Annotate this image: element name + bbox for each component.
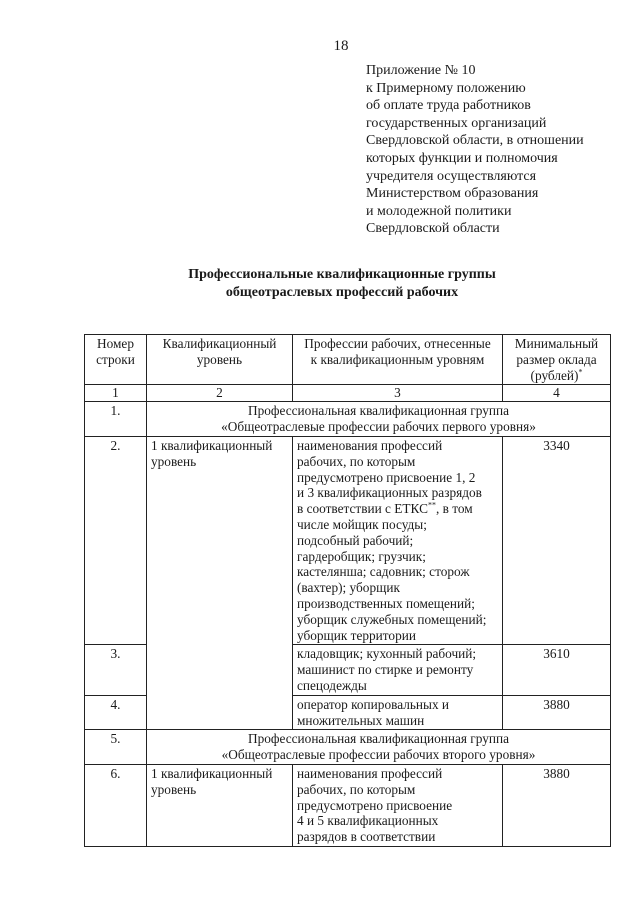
column-number-row <box>85 385 611 402</box>
row-number: 5. <box>85 730 147 765</box>
appendix-line: Свердловской области <box>366 221 500 237</box>
header-row-number: Номер строки <box>85 335 147 385</box>
appendix-line: Приложение № 10 <box>366 63 476 78</box>
profession-list: наименования профессий рабочих, по которым предусмотрено присвоение 4 и 5 квалификационных разрядов в соответствии <box>293 764 503 846</box>
document-title <box>90 266 594 302</box>
appendix-line: государственных организаций <box>366 115 547 131</box>
appendix-line: Свердловской области, в отношении <box>366 133 584 149</box>
appendix-line: к Примерному положению <box>366 80 526 96</box>
appendix-line: учредителя осуществляются <box>366 168 537 184</box>
qualification-table <box>84 334 611 847</box>
appendix-line: Министерством образования <box>366 186 539 202</box>
row-number: 2. <box>85 436 147 644</box>
footnote-mark: ** <box>427 500 436 510</box>
column-number: 1 <box>85 385 147 402</box>
appendix-block <box>366 62 584 238</box>
table-header-row <box>85 335 611 385</box>
group-heading: Профессиональная квалификационная группа «Общеотраслевые профессии рабочих первого уровня» <box>147 402 611 437</box>
row-number: 4. <box>85 695 147 730</box>
salary-value: 3610 <box>503 645 611 695</box>
table-row <box>85 730 611 765</box>
row-number: 6. <box>85 764 147 846</box>
appendix-line: которых функции и полномочия <box>366 150 558 166</box>
title-line: Профессиональные квалификационные группы <box>188 267 496 282</box>
table-row <box>85 436 611 644</box>
row-number: 3. <box>85 645 147 695</box>
header-qualification-level: Квалификационный уровень <box>147 335 293 385</box>
salary-value: 3340 <box>503 436 611 644</box>
header-min-salary: Минимальный размер оклада (рублей)* <box>503 335 611 385</box>
salary-value: 3880 <box>503 695 611 730</box>
table-row <box>85 402 611 437</box>
appendix-line: и молодежной политики <box>366 203 512 219</box>
salary-value: 3880 <box>503 764 611 846</box>
appendix-line: об оплате труда работников <box>366 98 531 114</box>
column-number: 4 <box>503 385 611 402</box>
qualification-level: 1 квалификационный уровень <box>147 436 293 729</box>
footnote-mark: * <box>578 367 583 377</box>
header-professions: Профессии рабочих, отнесенные к квалификационным уровням <box>293 335 503 385</box>
row-number: 1. <box>85 402 147 437</box>
column-number: 2 <box>147 385 293 402</box>
group-heading: Профессиональная квалификационная группа «Общеотраслевые профессии рабочих второго уровня» <box>147 730 611 765</box>
profession-list: кладовщик; кухонный рабочий; машинист по стирке и ремонту спецодежды <box>293 645 503 695</box>
column-number: 3 <box>293 385 503 402</box>
table-row <box>85 764 611 846</box>
profession-list: наименования профессий рабочих, по которым предусмотрено присвоение 1, 2 и 3 квалификационных разрядов в соответствии с ЕТКС**, в том числе мойщик посуды; подсобный рабочий; гардеробщик; грузчик; кастелянша; садовник; сторож (вахтер); уборщик производственных помещений; уборщик служебных помещений; уборщик территории <box>293 436 503 644</box>
profession-list: оператор копировальных и множительных машин <box>293 695 503 730</box>
title-line: общеотраслевых профессий рабочих <box>225 285 459 300</box>
page-number: 18 <box>333 38 349 54</box>
qualification-level: 1 квалификационный уровень <box>147 764 293 846</box>
